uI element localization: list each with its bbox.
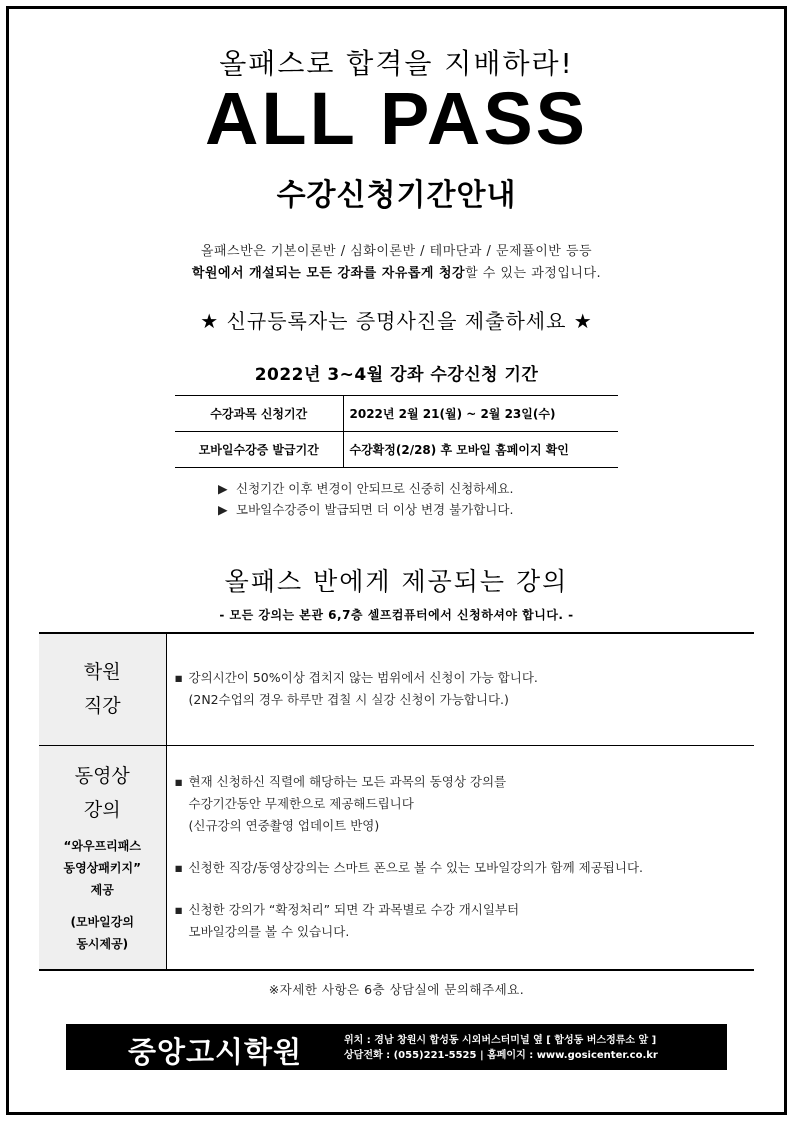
tagline: 올패스로 합격을 지배하라! — [219, 47, 574, 80]
lecture-item-sub: 모바일강의를 볼 수 있습니다. — [188, 924, 350, 940]
lecture-item-text: 신청한 강의가 “확정처리” 되면 각 과목별로 수강 개시일부터 — [188, 902, 520, 918]
photo-notice: ★ 신규등록자는 증명사진을 제출하세요 ★ — [200, 309, 593, 333]
head-small: 제공 — [90, 883, 114, 898]
period-note-text: 모바일수강증이 발급되면 더 이상 변경 불가합니다. — [236, 502, 514, 517]
lecture-item-text: 현재 신청하신 직렬에 해당하는 모든 과목의 동영상 강의를 — [188, 774, 507, 790]
triangle-bullet-icon: ▶ — [218, 502, 228, 517]
academy-logo: 중앙고시학원 — [128, 1035, 303, 1069]
lecture-body-direct — [166, 633, 754, 745]
lecture-item-sub: (2N2수업의 경우 하루만 겹칠 시 실강 신청이 가능합니다.) — [188, 692, 509, 708]
lecture-item — [175, 667, 755, 689]
lecture-item-text: 신청한 직강/동영상강의는 스마트 폰으로 볼 수 있는 모바일강의가 함께 제공됩니다. — [188, 860, 643, 876]
square-bullet-icon: ▪ — [174, 670, 183, 686]
period-note — [218, 478, 513, 499]
lecture-row-direct — [39, 633, 754, 745]
head-line: 강의 — [83, 799, 121, 822]
period-notes — [218, 478, 513, 520]
lecture-item-text: 강의시간이 50%이상 겹치지 않는 범위에서 신청이 가능 합니다. — [188, 670, 538, 686]
period-note-text: 신청기간 이후 변경이 안되므로 신중히 신청하세요. — [236, 481, 514, 496]
lecture-section-subtitle: - 모든 강의는 본관 6,7층 셀프컴퓨터에서 신청하셔야 합니다. - — [219, 608, 574, 622]
triangle-bullet-icon: ▶ — [218, 481, 228, 496]
square-bullet-icon: ▪ — [174, 860, 183, 876]
intro-rest-text: 할 수 있는 과정입니다. — [465, 266, 602, 281]
intro-bold-text: 학원에서 개설되는 모든 강좌를 자유롭게 청강 — [191, 266, 466, 281]
page-subtitle: 수강신청기간안내 — [276, 178, 517, 213]
lecture-item — [175, 899, 755, 921]
footer-bar — [66, 1024, 727, 1070]
head-small: “와우프리패스 — [63, 839, 141, 854]
head-small: (모바일강의 — [70, 915, 134, 930]
period-label: 수강과목 신청기간 — [175, 396, 343, 432]
lecture-row-video — [39, 745, 754, 970]
lecture-body-video — [166, 745, 754, 970]
period-label: 모바일수강증 발급기간 — [175, 432, 343, 468]
head-line: 직강 — [83, 695, 121, 718]
lecture-item-sub: (신규강의 연중촬영 업데이트 반영) — [188, 818, 380, 834]
intro-line-1: 올패스반은 기본이론반 / 심화이론반 / 테마단과 / 문제풀이반 등등 — [200, 244, 593, 259]
period-title: 2022년 3~4월 강좌 수강신청 기간 — [254, 365, 539, 385]
head-small: 동시제공) — [76, 937, 129, 952]
period-table — [175, 395, 618, 468]
footer-info — [344, 1033, 658, 1063]
head-line: 동영상 — [74, 765, 130, 788]
period-row — [175, 396, 618, 432]
period-value: 수강확정(2/28) 후 모바일 홈페이지 확인 — [343, 432, 618, 468]
square-bullet-icon: ▪ — [174, 902, 183, 918]
lecture-head-direct — [39, 633, 166, 745]
lecture-item-sub: 수강기간동안 무제한으로 제공해드립니다 — [188, 796, 414, 812]
square-bullet-icon: ▪ — [174, 774, 183, 790]
intro-line-2 — [0, 262, 793, 281]
brand-title: ALL PASS — [204, 77, 589, 160]
lecture-head-video — [39, 745, 166, 970]
footnote: ※자세한 사항은 6층 상담실에 문의해주세요. — [268, 982, 525, 997]
lecture-table — [39, 632, 754, 971]
footer-location: 위치 : 경남 창원시 합성동 시외버스터미널 옆 [ 합성동 버스정류소 앞 ] — [344, 1035, 657, 1046]
lecture-item — [175, 857, 755, 879]
period-value: 2022년 2월 21(월) ~ 2월 23일(수) — [343, 396, 618, 432]
head-line: 학원 — [83, 661, 121, 684]
head-small: 동영상패키지” — [63, 861, 141, 876]
lecture-item — [175, 771, 755, 793]
footer-contact: 상담전화 : (055)221-5525 | 홈페이지 : www.gosicenter.co.kr — [344, 1050, 658, 1061]
lecture-section-title: 올패스 반에게 제공되는 강의 — [224, 567, 569, 596]
period-row — [175, 432, 618, 468]
period-note — [218, 499, 513, 520]
